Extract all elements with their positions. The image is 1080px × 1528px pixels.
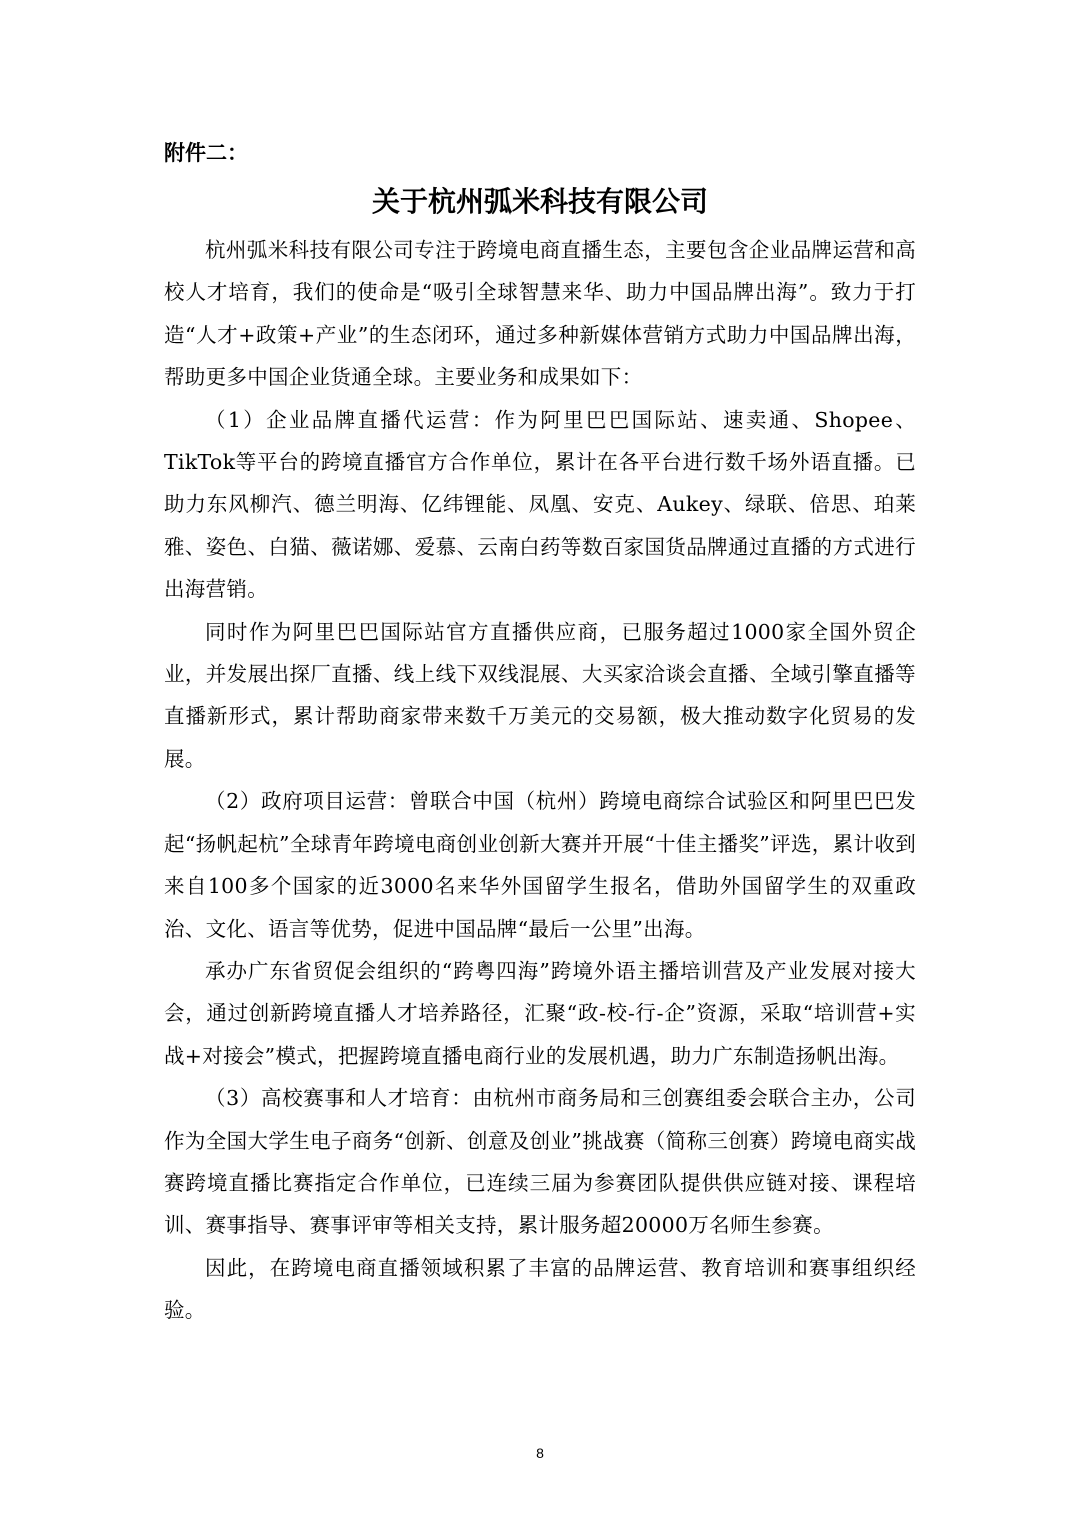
paragraph-university-competitions: （3）高校赛事和人才培育：由杭州市商务局和三创赛组委会联合主办，公司作为全国大学生电子商务“创新、创意及创业”挑战赛（简称三创赛）跨境电商实战赛跨境直播比赛指定合作单位，已连续三届为参赛团队提供供应链对接、课程培训、赛事指导、赛事评审等相关支持，累计服务超20000万名师生参赛。 (164, 1086, 916, 1238)
document-body (164, 229, 916, 1332)
paragraph-conclusion: 因此，在跨境电商直播领域积累了丰富的品牌运营、教育培训和赛事组织经验。 (164, 1255, 916, 1323)
paragraph-brand-live-operation: （1）企业品牌直播代运营：作为阿里巴巴国际站、速卖通、Shopee、TikTok等平台的跨境直播官方合作单位，累计在各平台进行数千场外语直播。已助力东风柳汽、德兰明海、亿纬锂能、凤凰、安克、Aukey、绿联、倍思、珀莱雅、姿色、白猫、薇诺娜、爱慕、云南白药等数百家国货品牌通过直播的方式进行出海营销。 (164, 407, 916, 602)
paragraph-alibaba-supplier: 同时作为阿里巴巴国际站官方直播供应商，已服务超过1000家全国外贸企业，并发展出探厂直播、线上线下双线混展、大买家洽谈会直播、全域引擎直播等直播新形式，累计帮助商家带来数千万美元的交易额，极大推动数字化贸易的发展。 (164, 619, 916, 771)
paragraph-government-projects: （2）政府项目运营：曾联合中国（杭州）跨境电商综合试验区和阿里巴巴发起“扬帆起杭”全球青年跨境电商创业创新大赛并开展“十佳主播奖”评选，累计收到来自100多个国家的近3000名来华外国留学生报名，借助外国留学生的双重政治、文化、语言等优势，促进中国品牌“最后一公里”出海。 (164, 789, 916, 941)
document-title: 关于杭州弧米科技有限公司 (371, 185, 708, 218)
paragraph-guangdong-training: 承办广东省贸促会组织的“跨粤四海”跨境外语主播培训营及产业发展对接大会，通过创新跨境直播人才培养路径，汇聚“政-校-行-企”资源，采取“培训营+实战+对接会”模式，把握跨境直播电商行业的发展机遇，助力广东制造扬帆出海。 (164, 958, 916, 1068)
attachment-label: 附件二： (164, 141, 248, 165)
page-number: 8 (536, 1445, 544, 1461)
paragraph-intro: 杭州弧米科技有限公司专注于跨境电商直播生态，主要包含企业品牌运营和高校人才培育，我们的使命是“吸引全球智慧来华、助力中国品牌出海”。致力于打造“人才+政策+产业”的生态闭环，通过多种新媒体营销方式助力中国品牌出海，帮助更多中国企业货通全球。主要业务和成果如下： (164, 238, 916, 390)
